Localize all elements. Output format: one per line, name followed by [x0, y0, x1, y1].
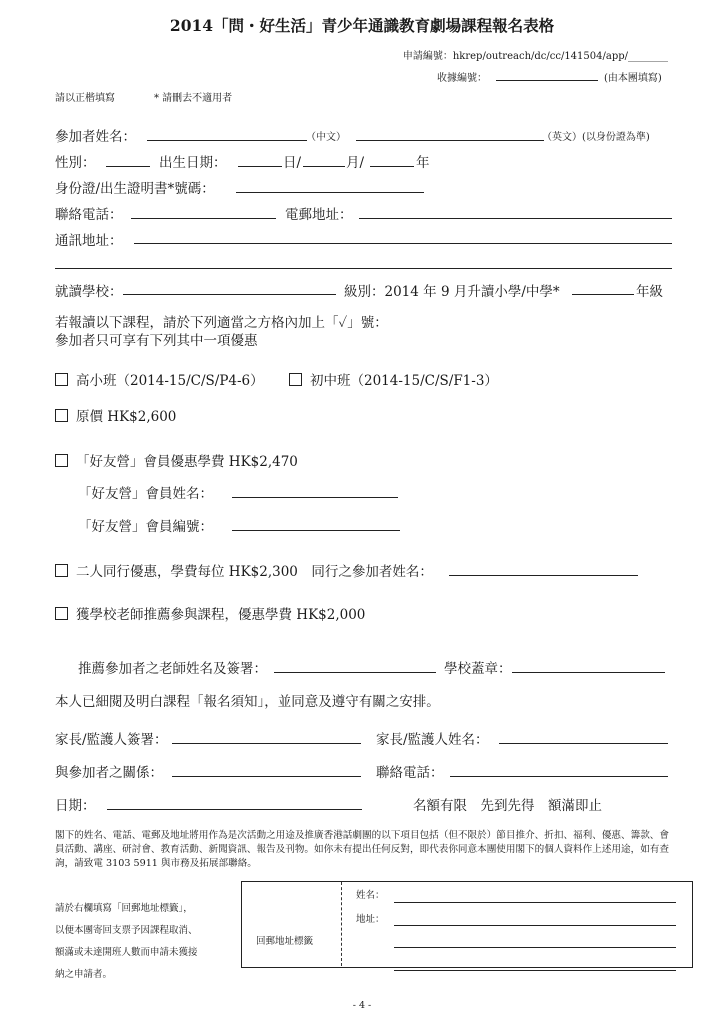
dob-year-text: 年: [416, 155, 430, 171]
member-no-label: 「好友營」會員編號：: [78, 519, 213, 535]
return-label-title: 回郵地址標籤: [256, 936, 314, 947]
course-instruction: 若報讀以下課程，請於下列適當之方格內加上「✓」號：: [55, 315, 388, 331]
page-title: 2014「問・好生活」青少年通識教育劇場課程報名表格: [169, 16, 555, 35]
guardian-name-label: 家長/監護人姓名：: [376, 732, 489, 748]
label-address-line2[interactable]: [394, 947, 676, 948]
label-address-line1[interactable]: [394, 925, 676, 926]
dob-label: 出生日期：: [159, 155, 227, 171]
checkbox[interactable]: [55, 454, 68, 467]
dob-month-text: 月/: [346, 155, 365, 171]
relationship-field[interactable]: [172, 776, 361, 777]
receipt-number-field[interactable]: [496, 80, 598, 81]
delete-instruction: * 請刪去不適用者: [154, 93, 233, 104]
label-divider: [341, 882, 342, 966]
option-member-discount[interactable]: 「好友營」會員優惠學費 HK$2,470: [55, 450, 298, 470]
option-two-person[interactable]: 二人同行優惠，學費每位 HK$2,300 同行之參加者姓名：: [55, 560, 433, 580]
gender-field[interactable]: [106, 166, 150, 167]
receipt-number-label: 收據編號：: [437, 73, 487, 84]
grade-suffix: 年級: [636, 284, 663, 300]
checkbox[interactable]: [55, 373, 68, 386]
gender-label: 性別：: [55, 155, 96, 171]
declaration-statement: 本人已細閱及明白課程「報名須知」，並同意及遵守有關之安排。: [55, 694, 440, 710]
print-instruction: 請以正楷填寫: [55, 93, 115, 104]
guardian-sign-label: 家長/監護人簽署：: [55, 732, 168, 748]
application-number: 申請編號：hkrep/outreach/dc/cc/141504/app/________: [402, 51, 668, 62]
option-senior-primary[interactable]: 高小班（2014-15/C/S/P4-6）: [55, 369, 264, 389]
email-field[interactable]: [359, 218, 672, 219]
dob-day-field[interactable]: [238, 166, 282, 167]
option-teacher-recommend[interactable]: 獲學校老師推薦參與課程，優惠學費 HK$2,000: [55, 603, 365, 623]
guardian-sign-field[interactable]: [172, 743, 361, 744]
grade-field[interactable]: [572, 294, 634, 295]
dob-year-field[interactable]: [370, 166, 414, 167]
checkbox[interactable]: [55, 607, 68, 620]
option-junior-secondary[interactable]: 初中班（2014-15/C/S/F1-3）: [289, 369, 498, 389]
school-field[interactable]: [123, 294, 336, 295]
english-name-field[interactable]: [356, 140, 544, 141]
date-field[interactable]: [107, 809, 362, 810]
address-field-line2[interactable]: [55, 268, 672, 269]
chinese-name-field[interactable]: [147, 140, 307, 141]
school-label: 就讀學校：: [55, 284, 123, 300]
phone-label: 聯絡電話：: [55, 207, 123, 223]
teacher-sign-field[interactable]: [274, 672, 436, 673]
contact-phone-label: 聯絡電話：: [376, 765, 444, 781]
receipt-number-note: (由本團填寫): [604, 73, 662, 84]
checkbox[interactable]: [55, 564, 68, 577]
option-original-price[interactable]: 原價 HK$2,600: [55, 405, 176, 425]
school-chop-field[interactable]: [512, 672, 665, 673]
phone-field[interactable]: [131, 218, 276, 219]
date-label: 日期：: [55, 798, 96, 814]
member-name-label: 「好友營」會員姓名：: [78, 486, 213, 502]
companion-name-field[interactable]: [449, 575, 638, 576]
dob-month-field[interactable]: [303, 166, 345, 167]
english-suffix: （英文）(以身份證為準): [542, 132, 650, 143]
label-name-field[interactable]: [394, 902, 676, 903]
teacher-sign-label: 推薦參加者之老師姓名及簽署：: [78, 661, 267, 677]
id-label: 身份證/出生證明書*號碼：: [55, 181, 215, 197]
address-field-line1[interactable]: [134, 243, 672, 244]
chinese-suffix: （中文）: [306, 132, 346, 143]
id-field[interactable]: [236, 192, 424, 193]
school-chop-label: 學校蓋章：: [444, 661, 512, 677]
grade-text: 級別：2014 年 9 月升讀小學/中學*: [344, 284, 560, 300]
page-number: - 4 -: [352, 1000, 372, 1011]
slogan: 名額有限 先到先得 額滿即止: [413, 798, 602, 814]
contact-phone-field[interactable]: [450, 776, 668, 777]
label-name-label: 姓名：: [356, 890, 385, 901]
guardian-name-field[interactable]: [499, 743, 668, 744]
member-name-field[interactable]: [232, 497, 398, 498]
relationship-label: 與參加者之關係：: [55, 765, 163, 781]
address-label: 通訊地址：: [55, 233, 123, 249]
discount-rule: 參加者只可享有下列其中一項優惠: [55, 333, 258, 349]
checkbox[interactable]: [55, 409, 68, 422]
email-label: 電郵地址：: [285, 207, 353, 223]
return-label-instructions: 請於右欄填寫「回郵地址標籤」， 以便本團寄回支票予因課程取消、 額滿或未達開班人數而申請未獲接 納之申請者。: [55, 903, 198, 980]
participant-name-label: 參加者姓名：: [55, 129, 136, 145]
privacy-note: 閣下的姓名、電話、電郵及地址將用作為是次活動之用途及推廣香港話劇團的以下項目包括（但不限於）節目推介、折扣、福利、優惠、籌款、會員活動、講座、研討會、教育活動、新聞資訊、報告及刊物。如你未有提出任何反對，即代表你同意本團使用閣下的個人資料作上述用途，如有查詢，請致電 3103 5911 與市務及拓展部聯絡。: [55, 830, 669, 869]
member-no-field[interactable]: [232, 530, 400, 531]
checkbox[interactable]: [289, 373, 302, 386]
dob-day-text: 日/: [283, 155, 302, 171]
label-address-label: 地址：: [356, 914, 385, 925]
label-address-line3[interactable]: [394, 970, 676, 971]
